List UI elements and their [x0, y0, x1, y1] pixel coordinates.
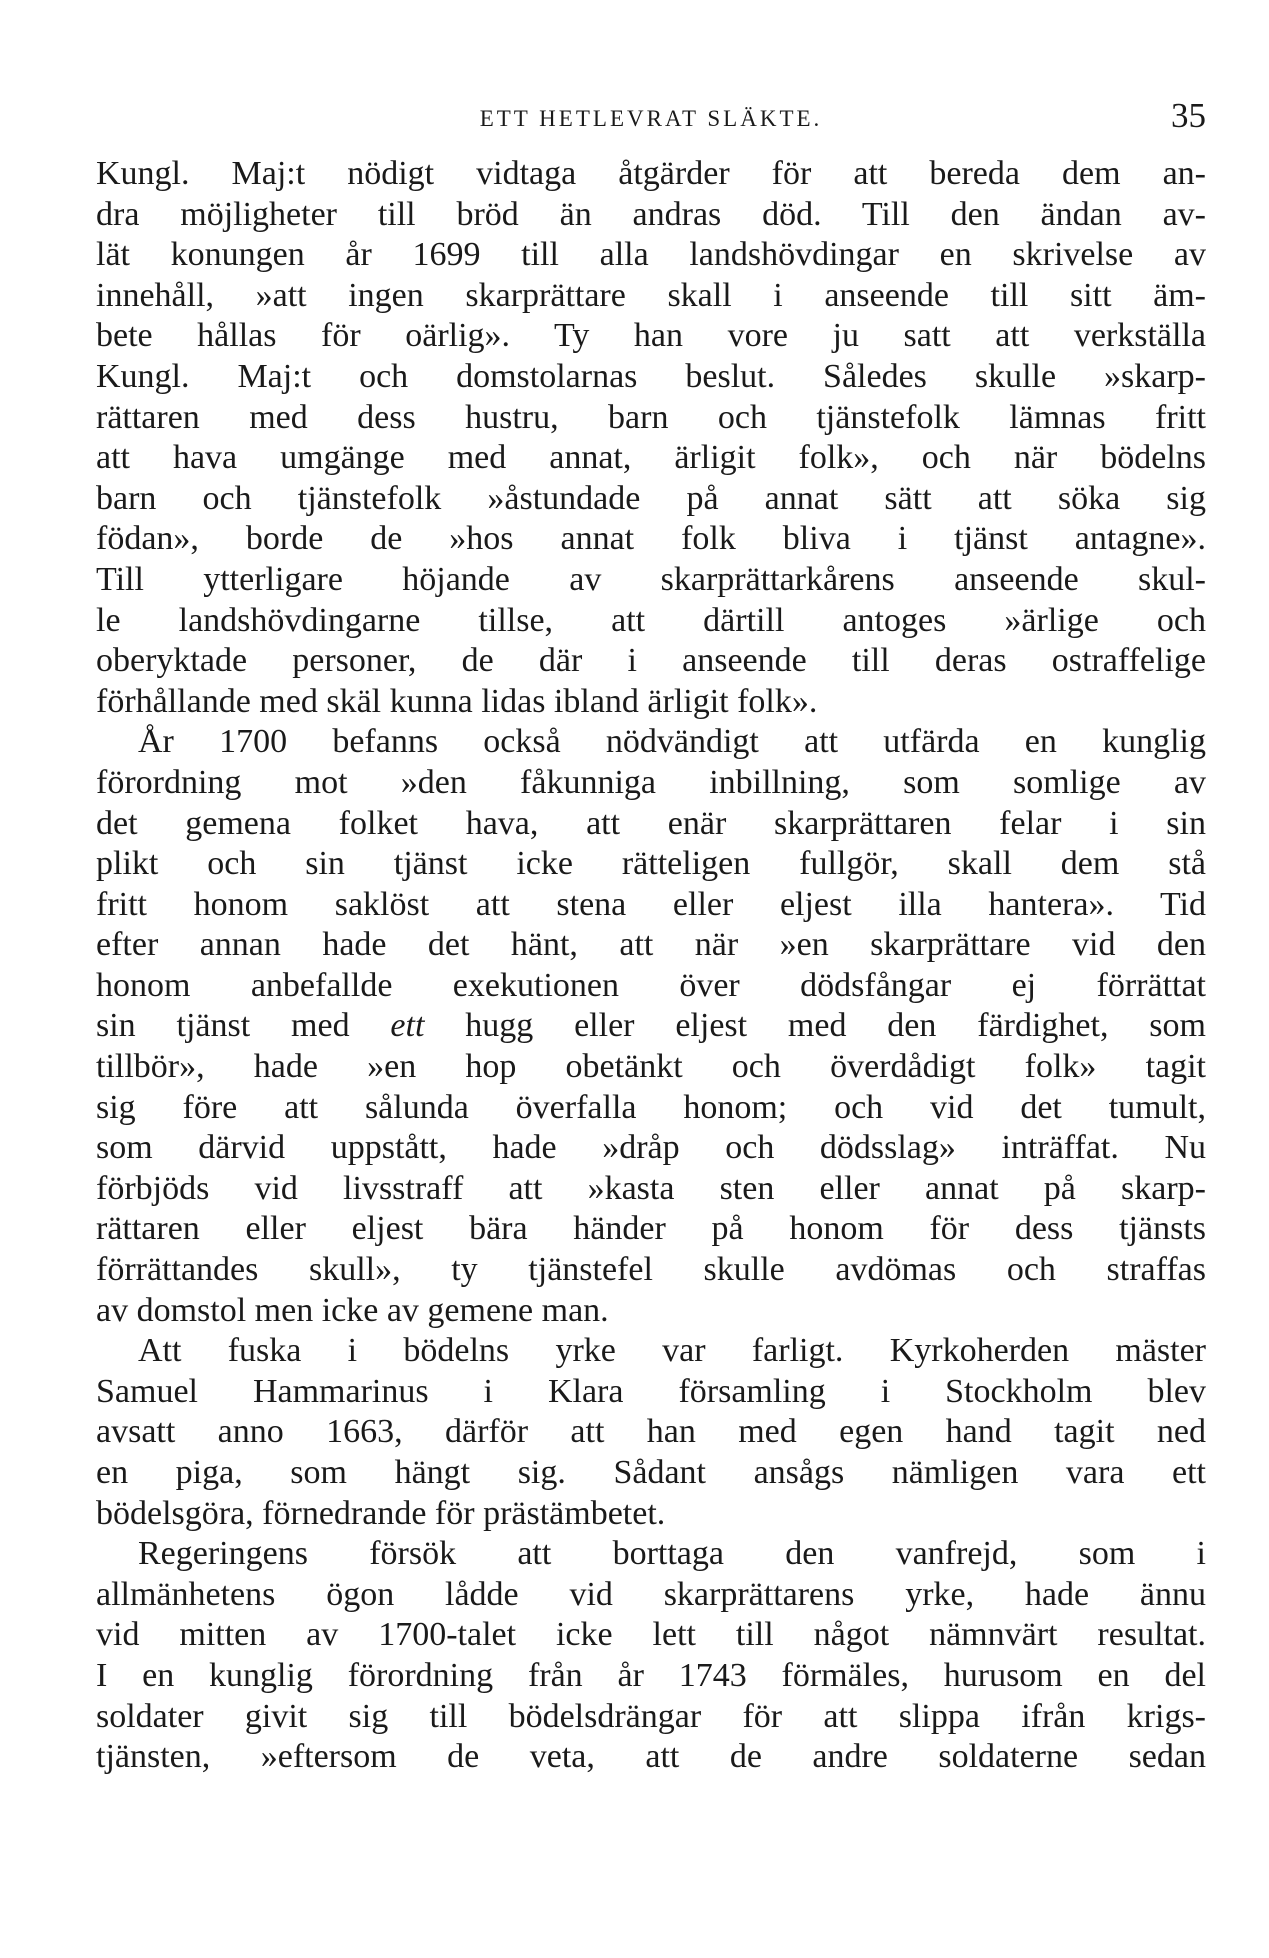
page-number: 35 — [1171, 96, 1206, 135]
text-line: att hava umgänge med annat, ärligit folk», och när bödelns — [96, 439, 1206, 477]
text-line: av domstol men icke av gemene man. — [96, 1291, 609, 1329]
text-line: födan», borde de »hos annat folk bliva i tjänst antagne». — [96, 520, 1206, 558]
text-line: tillbör», hade »en hop obetänkt och överdådigt folk» tagit — [96, 1048, 1206, 1086]
text-line: barn och tjänstefolk »åstundade på annat sätt att söka sig — [96, 479, 1206, 517]
text-line: bete hållas för oärlig». Ty han vore ju satt att verkställa — [96, 317, 1206, 355]
text-line: sin tjänst med ett hugg eller eljest med den färdighet, som — [96, 1007, 1206, 1045]
text-line: förbjöds vid livsstraff att »kasta sten eller annat på skarp- — [96, 1169, 1206, 1207]
text-line: Till ytterligare höjande av skarprättarkårens anseende skul- — [96, 560, 1206, 598]
text-line: Samuel Hammarinus i Klara församling i Stockholm blev — [96, 1372, 1206, 1410]
text-line: efter annan hade det hänt, att när »en skarprättare vid den — [96, 926, 1206, 964]
text-line: rättaren med dess hustru, barn och tjänstefolk lämnas fritt — [96, 398, 1206, 436]
text-line: oberyktade personer, de där i anseende till deras ostraffelige — [96, 642, 1206, 680]
text-line: Att fuska i bödelns yrke var farligt. Kyrkoherden mäster — [138, 1332, 1206, 1370]
text-line: lät konungen år 1699 till alla landshövdingar en skrivelse av — [96, 236, 1206, 274]
text-line: Kungl. Maj:t nödigt vidtaga åtgärder för att bereda dem an- — [96, 155, 1206, 192]
text-line: dra möjligheter till bröd än andras död. Till den ändan av- — [96, 195, 1206, 233]
text-line: soldater givit sig till bödelsdrängar för att slippa ifrån krigs- — [96, 1697, 1206, 1735]
text-line: en piga, som hängt sig. Sådant ansågs nämligen vara ett — [96, 1454, 1206, 1491]
text-line: honom anbefallde exekutionen över dödsfångar ej förrättat — [96, 966, 1206, 1004]
body-text — [96, 154, 1206, 1778]
text-line: förrättandes skull», ty tjänstefel skulle avdömas och straffas — [96, 1251, 1206, 1289]
text-line: plikt och sin tjänst icke rätteligen fullgör, skall dem stå — [96, 845, 1206, 883]
text-line: År 1700 befanns också nödvändigt att utfärda en kunglig — [138, 723, 1206, 761]
text-line: bödelsgöra, förnedrande för prästämbetet. — [96, 1494, 666, 1532]
text-line: le landshövdingarne tillse, att därtill antoges »ärlige och — [96, 601, 1206, 639]
text-line: det gemena folket hava, att enär skarprättaren felar i sin — [96, 804, 1206, 842]
text-line: avsatt anno 1663, därför att han med egen hand tagit ned — [96, 1413, 1206, 1451]
text-line: Regeringens försök att borttaga den vanfrejd, som i — [138, 1535, 1206, 1573]
text-line: fritt honom saklöst att stena eller eljest illa hantera». Tid — [96, 885, 1206, 923]
text-line: sig före att sålunda överfalla honom; och vid det tumult, — [96, 1088, 1206, 1126]
text-line: förordning mot »den fåkunniga inbillning, som somlige av — [96, 763, 1206, 801]
text-line: vid mitten av 1700-talet icke lett till något nämnvärt resultat. — [96, 1616, 1206, 1654]
running-header — [96, 88, 1206, 148]
text-line: rättaren eller eljest bära händer på honom för dess tjänsts — [96, 1210, 1206, 1248]
text-line: förhållande med skäl kunna lidas ibland ärligit folk». — [96, 682, 818, 720]
book-page — [96, 88, 1206, 1778]
text-line: I en kunglig förordning från år 1743 förmäles, hurusom en del — [96, 1656, 1206, 1694]
text-line: allmänhetens ögon lådde vid skarprättarens yrke, hade ännu — [96, 1575, 1206, 1613]
text-line: tjänsten, »eftersom de veta, att de andre soldaterne sedan — [96, 1738, 1206, 1776]
text-line: innehåll, »att ingen skarprättare skall i anseende till sitt äm- — [96, 276, 1206, 314]
running-title: ETT HETLEVRAT SLÄKTE. — [479, 106, 823, 131]
text-line: Kungl. Maj:t och domstolarnas beslut. Således skulle »skarp- — [96, 357, 1206, 395]
text-line: som därvid uppstått, hade »dråp och dödsslag» inträffat. Nu — [96, 1129, 1206, 1167]
